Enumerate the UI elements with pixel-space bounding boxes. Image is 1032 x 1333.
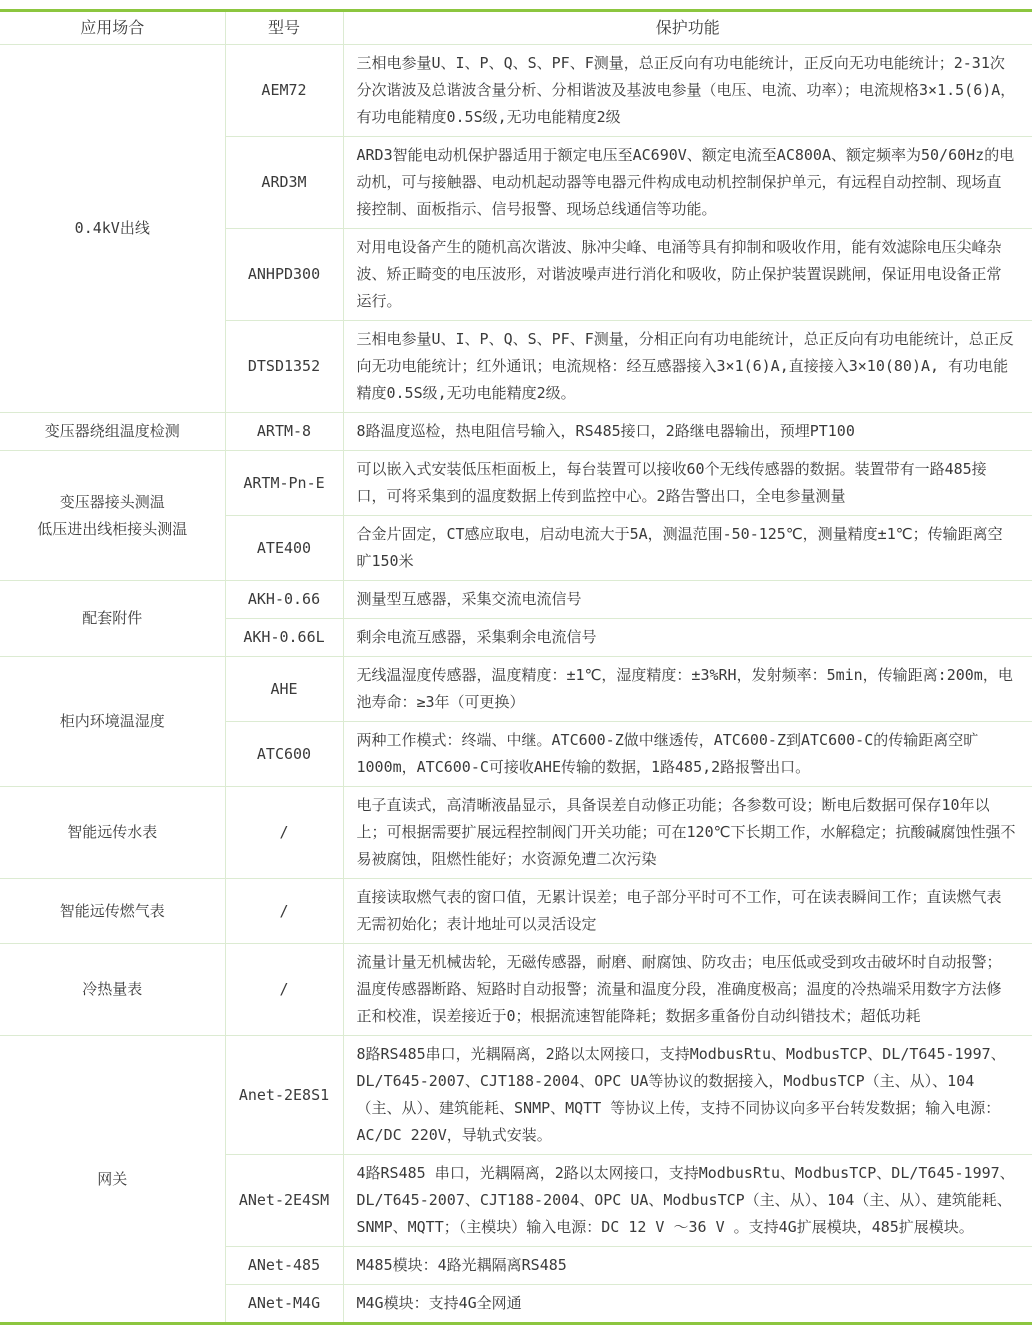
model-cell: ARTM-Pn-E xyxy=(225,451,343,516)
application-cell: 智能远传水表 xyxy=(0,787,225,879)
function-cell: 无线温湿度传感器，温度精度：±1℃，湿度精度：±3%RH，发射频率：5min，传输距离:200m，电池寿命：≥3年（可更换） xyxy=(343,657,1032,722)
model-cell: AKH-0.66 xyxy=(225,581,343,619)
application-cell: 冷热量表 xyxy=(0,944,225,1036)
column-header-model: 型号 xyxy=(225,11,343,45)
function-cell: M485模块：4路光耦隔离RS485 xyxy=(343,1247,1032,1285)
table-row xyxy=(0,451,1032,516)
function-cell: 8路温度巡检，热电阻信号输入，RS485接口，2路继电器输出，预埋PT100 xyxy=(343,413,1032,451)
column-header-application: 应用场合 xyxy=(0,11,225,45)
function-cell: 8路RS485串口，光耦隔离，2路以太网接口，支持ModbusRtu、ModbusTCP、DL/T645-1997、DL/T645-2007、CJT188-2004、OPC UA等协议的数据接入，ModbusTCP（主、从）、104（主、从）、建筑能耗、SNMP、MQTT 等协议上传，支持不同协议向多平台转发数据；输入电源：AC/DC 220V，导轨式安装。 xyxy=(343,1036,1032,1155)
model-cell: ARTM-8 xyxy=(225,413,343,451)
table-row xyxy=(0,944,1032,1036)
function-cell: 两种工作模式：终端、中继。ATC600-Z做中继透传，ATC600-Z到ATC600-C的传输距离空旷1000m，ATC600-C可接收AHE传输的数据，1路485,2路报警出口。 xyxy=(343,722,1032,787)
function-cell: 电子直读式，高清晰液晶显示，具备误差自动修正功能；各参数可设；断电后数据可保存10年以上；可根据需要扩展远程控制阀门开关功能；可在120℃下长期工作，水解稳定；抗酸碱腐蚀性强不易被腐蚀，阻燃性能好；水资源免遭二次污染 xyxy=(343,787,1032,879)
model-cell: ATC600 xyxy=(225,722,343,787)
function-cell: 可以嵌入式安装低压柜面板上，每台装置可以接收60个无线传感器的数据。装置带有一路485接口，可将采集到的温度数据上传到监控中心。2路告警出口，全电参量测量 xyxy=(343,451,1032,516)
function-cell: ARD3智能电动机保护器适用于额定电压至AC690V、额定电流至AC800A、额定频率为50/60Hz的电动机，可与接触器、电动机起动器等电器元件构成电动机控制保护单元，有远程自动控制、现场直接控制、面板指示、信号报警、现场总线通信等功能。 xyxy=(343,137,1032,229)
product-spec-table xyxy=(0,9,1032,1325)
function-cell: 合金片固定，CT感应取电，启动电流大于5A，测温范围-50-125℃，测量精度±1℃；传输距离空旷150米 xyxy=(343,516,1032,581)
function-cell: 4路RS485 串口，光耦隔离，2路以太网接口，支持ModbusRtu、ModbusTCP、DL/T645-1997、DL/T645-2007、CJT188-2004、OPC UA、ModbusTCP（主、从）、104（主、从）、建筑能耗、SNMP、MQTT；（主模块）输入电源：DC 12 V ～36 V 。支持4G扩展模块，485扩展模块。 xyxy=(343,1155,1032,1247)
model-cell: / xyxy=(225,787,343,879)
model-cell: AEM72 xyxy=(225,45,343,137)
function-cell: M4G模块：支持4G全网通 xyxy=(343,1285,1032,1324)
model-cell: AKH-0.66L xyxy=(225,619,343,657)
table-row xyxy=(0,879,1032,944)
table-header xyxy=(0,11,1032,45)
column-header-function: 保护功能 xyxy=(343,11,1032,45)
application-cell: 变压器接头测温 低压进出线柜接头测温 xyxy=(0,451,225,581)
model-cell: / xyxy=(225,944,343,1036)
header-row xyxy=(0,11,1032,45)
function-cell: 测量型互感器，采集交流电流信号 xyxy=(343,581,1032,619)
table-row xyxy=(0,413,1032,451)
model-cell: Anet-2E8S1 xyxy=(225,1036,343,1155)
function-cell: 剩余电流互感器，采集剩余电流信号 xyxy=(343,619,1032,657)
table-row xyxy=(0,45,1032,137)
function-cell: 三相电参量U、I、P、Q、S、PF、F测量，总正反向有功电能统计，正反向无功电能统计；2-31次分次谐波及总谐波含量分析、分相谐波及基波电参量（电压、电流、功率）；电流规格3×1.5(6)A，有功电能精度0.5S级,无功电能精度2级 xyxy=(343,45,1032,137)
application-cell: 柜内环境温湿度 xyxy=(0,657,225,787)
model-cell: ANet-M4G xyxy=(225,1285,343,1324)
application-cell: 配套附件 xyxy=(0,581,225,657)
application-cell: 网关 xyxy=(0,1036,225,1324)
model-cell: / xyxy=(225,879,343,944)
function-cell: 流量计量无机械齿轮，无磁传感器，耐磨、耐腐蚀、防攻击；电压低或受到攻击破坏时自动报警；温度传感器断路、短路时自动报警；流量和温度分段，准确度极高；温度的冷热端采用数字方法修正和校准，误差接近于0；根据流速智能降耗；数据多重备份自动纠错技术；超低功耗 xyxy=(343,944,1032,1036)
table-row xyxy=(0,1036,1032,1155)
function-cell: 直接读取燃气表的窗口值，无累计误差；电子部分平时可不工作，可在读表瞬间工作；直读燃气表无需初始化；表计地址可以灵活设定 xyxy=(343,879,1032,944)
model-cell: ANet-485 xyxy=(225,1247,343,1285)
table-row xyxy=(0,581,1032,619)
application-cell: 变压器绕组温度检测 xyxy=(0,413,225,451)
function-cell: 三相电参量U、I、P、Q、S、PF、F测量，分相正向有功电能统计，总正反向有功电能统计，总正反向无功电能统计；红外通讯；电流规格：经互感器接入3×1(6)A,直接接入3×10(80)A, 有功电能精度0.5S级,无功电能精度2级。 xyxy=(343,321,1032,413)
model-cell: ARD3M xyxy=(225,137,343,229)
model-cell: ANet-2E4SM xyxy=(225,1155,343,1247)
model-cell: ANHPD300 xyxy=(225,229,343,321)
model-cell: DTSD1352 xyxy=(225,321,343,413)
table-row xyxy=(0,657,1032,722)
model-cell: ATE400 xyxy=(225,516,343,581)
application-cell: 0.4kV出线 xyxy=(0,45,225,413)
application-cell: 智能远传燃气表 xyxy=(0,879,225,944)
table-body xyxy=(0,45,1032,1324)
function-cell: 对用电设备产生的随机高次谐波、脉冲尖峰、电涌等具有抑制和吸收作用，能有效滤除电压尖峰杂波、矫正畸变的电压波形，对谐波噪声进行消化和吸收，防止保护装置误跳闸，保证用电设备正常运行。 xyxy=(343,229,1032,321)
table-row xyxy=(0,787,1032,879)
model-cell: AHE xyxy=(225,657,343,722)
